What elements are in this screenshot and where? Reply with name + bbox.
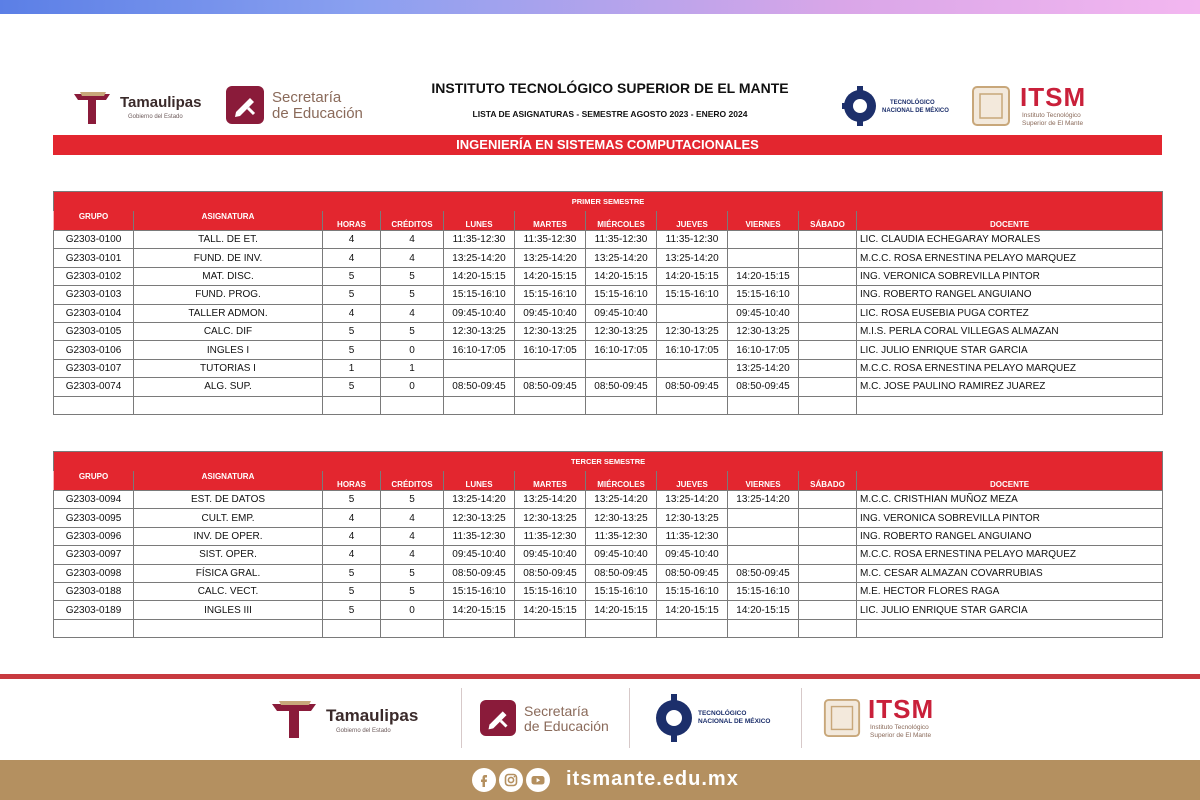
cell-docente: LIC. CLAUDIA ECHEGARAY MORALES [857,231,1163,249]
cell-docente: ING. VERONICA SOBREVILLA PINTOR [857,267,1163,285]
cell-asignatura: INV. DE OPER. [134,527,323,545]
cell-grupo: G2303-0105 [54,322,134,340]
cell-grupo: G2303-0107 [54,359,134,377]
cell-viernes: 14:20-15:15 [728,267,799,285]
cell-miercoles: 09:45-10:40 [586,546,657,564]
cell-docente: ING. VERONICA SOBREVILLA PINTOR [857,509,1163,527]
cell-viernes: 14:20-15:15 [728,601,799,619]
cell-grupo: G2303-0106 [54,341,134,359]
cell-miercoles: 08:50-09:45 [586,378,657,396]
tamaulipas-logo [72,88,212,128]
col-header-lunes: LUNES [444,471,515,491]
footer-itsm-logo [822,694,962,744]
cell-sabado [799,601,857,619]
cell-docente: LIC. JULIO ENRIQUE STAR GARCIA [857,341,1163,359]
cell-grupo: G2303-0094 [54,491,134,509]
cell-martes: 13:25-14:20 [515,249,586,267]
tamaulipas-name: Tamaulipas [326,706,419,725]
table-row [54,546,1163,564]
cell-viernes [728,249,799,267]
tamaulipas-t-icon [72,90,112,126]
cell-asignatura: CULT. EMP. [134,509,323,527]
schedule-table-primer [53,191,1163,415]
cell-jueves [657,304,728,322]
cell-docente: LIC. ROSA EUSEBIA PUGA CORTEZ [857,304,1163,322]
top-gradient-bar [0,0,1200,14]
cell-sabado [799,231,857,249]
table-row [54,564,1163,582]
cell-miercoles: 16:10-17:05 [586,341,657,359]
cell-jueves: 13:25-14:20 [657,491,728,509]
cell-lunes: 15:15-16:10 [444,286,515,304]
cell-grupo: G2303-0098 [54,564,134,582]
footer-divider [0,674,1200,679]
col-header-docente: DOCENTE [857,471,1163,491]
cell-miercoles: 13:25-14:20 [586,491,657,509]
cell-viernes [728,231,799,249]
cell-docente: M.C.C. ROSA ERNESTINA PELAYO MARQUEZ [857,546,1163,564]
cell-grupo: G2303-0096 [54,527,134,545]
cell-horas: 4 [323,231,381,249]
cell-martes: 13:25-14:20 [515,491,586,509]
cell-sabado [799,378,857,396]
cell-grupo: G2303-0097 [54,546,134,564]
cell-martes: 15:15-16:10 [515,286,586,304]
table-row [54,286,1163,304]
cell-martes: 11:35-12:30 [515,231,586,249]
col-header-miercoles: MIÉRCOLES [586,471,657,491]
tamaulipas-sub: Gobierno del Estado [336,728,391,734]
cell-creditos: 4 [381,527,444,545]
cell-asignatura: TUTORIAS I [134,359,323,377]
sep-pencil-icon [480,700,516,736]
cell-grupo: G2303-0102 [54,267,134,285]
cell-creditos: 5 [381,267,444,285]
table-row [54,359,1163,377]
cell-docente: M.C. JOSE PAULINO RAMIREZ JUAREZ [857,378,1163,396]
table-row [54,322,1163,340]
cell-sabado [799,582,857,600]
cell-docente: M.I.S. PERLA CORAL VILLEGAS ALMAZAN [857,322,1163,340]
cell-empty [586,396,657,414]
cell-empty [586,619,657,637]
cell-sabado [799,304,857,322]
footer-separator [801,688,802,748]
cell-martes: 15:15-16:10 [515,582,586,600]
cell-sabado [799,564,857,582]
cell-asignatura: FÍSICA GRAL. [134,564,323,582]
cell-lunes: 09:45-10:40 [444,546,515,564]
cell-horas: 5 [323,564,381,582]
cell-empty [799,396,857,414]
cell-sabado [799,509,857,527]
sep-line1: Secretaría [272,89,342,106]
cell-miercoles: 13:25-14:20 [586,249,657,267]
cell-viernes [728,546,799,564]
table-row [54,582,1163,600]
cell-horas: 5 [323,286,381,304]
tecnm-line2: NACIONAL DE MÉXICO [698,718,771,725]
cell-empty [323,619,381,637]
footer-tecnm-logo [654,690,784,746]
itsm-shield-icon [822,696,862,740]
column-header-row [54,211,1163,231]
cell-lunes: 13:25-14:20 [444,491,515,509]
column-header-row [54,471,1163,491]
cell-jueves: 11:35-12:30 [657,231,728,249]
cell-asignatura: INGLES I [134,341,323,359]
cell-empty [54,396,134,414]
career-title: INGENIERÍA EN SISTEMAS COMPUTACIONALES [53,135,1162,155]
col-header-asignatura: ASIGNATURA [134,471,323,491]
cell-asignatura: MAT. DISC. [134,267,323,285]
tecnm-line1: TECNOLÓGICO [890,100,935,106]
table-row [54,491,1163,509]
table-row [54,231,1163,249]
cell-miercoles: 14:20-15:15 [586,267,657,285]
itsm-acronym: ITSM [868,694,935,724]
cell-viernes: 12:30-13:25 [728,322,799,340]
cell-empty [134,619,323,637]
cell-miercoles: 09:45-10:40 [586,304,657,322]
col-header-creditos: CRÉDITOS [381,211,444,231]
table-row [54,601,1163,619]
cell-martes: 11:35-12:30 [515,527,586,545]
cell-miercoles [586,359,657,377]
cell-creditos: 5 [381,322,444,340]
col-header-viernes: VIERNES [728,471,799,491]
cell-sabado [799,527,857,545]
cell-empty [799,619,857,637]
cell-lunes: 12:30-13:25 [444,322,515,340]
cell-lunes: 08:50-09:45 [444,564,515,582]
cell-creditos: 5 [381,564,444,582]
cell-jueves: 08:50-09:45 [657,378,728,396]
cell-empty [515,619,586,637]
cell-grupo: G2303-0100 [54,231,134,249]
cell-martes: 09:45-10:40 [515,304,586,322]
cell-horas: 5 [323,491,381,509]
cell-creditos: 4 [381,546,444,564]
cell-martes: 12:30-13:25 [515,509,586,527]
cell-creditos: 0 [381,341,444,359]
col-header-sabado: SÁBADO [799,211,857,231]
table-row [54,304,1163,322]
cell-creditos: 5 [381,582,444,600]
cell-viernes: 15:15-16:10 [728,286,799,304]
cell-lunes: 14:20-15:15 [444,601,515,619]
itsm-sub1: Instituto Tecnológico [870,724,929,731]
cell-asignatura: SIST. OPER. [134,546,323,564]
semester-title-row [54,452,1163,471]
cell-sabado [799,267,857,285]
cell-viernes: 08:50-09:45 [728,378,799,396]
cell-empty [381,396,444,414]
col-header-jueves: JUEVES [657,471,728,491]
cell-martes: 08:50-09:45 [515,378,586,396]
cell-docente: M.C. CESAR ALMAZAN COVARRUBIAS [857,564,1163,582]
cell-creditos: 5 [381,286,444,304]
col-header-miercoles: MIÉRCOLES [586,211,657,231]
col-header-docente: DOCENTE [857,211,1163,231]
cell-martes [515,359,586,377]
cell-lunes [444,359,515,377]
cell-asignatura: ALG. SUP. [134,378,323,396]
cell-horas: 4 [323,304,381,322]
cell-empty [657,619,728,637]
cell-horas: 5 [323,322,381,340]
cell-miercoles: 11:35-12:30 [586,231,657,249]
cell-grupo: G2303-0104 [54,304,134,322]
itsm-logo [970,82,1110,132]
cell-jueves: 16:10-17:05 [657,341,728,359]
cell-jueves: 12:30-13:25 [657,322,728,340]
col-header-horas: HORAS [323,471,381,491]
cell-grupo: G2303-0189 [54,601,134,619]
cell-viernes: 08:50-09:45 [728,564,799,582]
cell-asignatura: FUND. DE INV. [134,249,323,267]
cell-sabado [799,322,857,340]
tecnm-line1: TECNOLÓGICO [698,710,747,717]
col-header-asignatura: ASIGNATURA [134,211,323,231]
cell-lunes: 16:10-17:05 [444,341,515,359]
cell-lunes: 15:15-16:10 [444,582,515,600]
cell-creditos: 4 [381,304,444,322]
cell-sabado [799,359,857,377]
cell-creditos: 4 [381,249,444,267]
cell-asignatura: INGLES III [134,601,323,619]
tecnm-gear-icon [842,84,882,128]
cell-horas: 4 [323,249,381,267]
cell-jueves: 15:15-16:10 [657,582,728,600]
cell-asignatura: CALC. VECT. [134,582,323,600]
col-header-sabado: SÁBADO [799,471,857,491]
cell-viernes: 13:25-14:20 [728,491,799,509]
list-subtitle: LISTA DE ASIGNATURAS - SEMESTRE AGOSTO 2023 - ENERO 2024 [472,109,748,119]
col-header-martes: MARTES [515,211,586,231]
cell-grupo: G2303-0188 [54,582,134,600]
itsm-sub2: Superior de El Mante [1022,120,1084,127]
cell-martes: 12:30-13:25 [515,322,586,340]
cell-miercoles: 12:30-13:25 [586,322,657,340]
tecnm-logo [842,84,962,128]
table-row [54,267,1163,285]
cell-creditos: 0 [381,601,444,619]
cell-horas: 5 [323,601,381,619]
cell-viernes [728,527,799,545]
schedule-table-tercer [53,451,1163,638]
semester-title: TERCER SEMESTRE [54,452,1163,471]
cell-miercoles: 14:20-15:15 [586,601,657,619]
cell-asignatura: TALL. DE ET. [134,231,323,249]
cell-empty [857,619,1163,637]
cell-horas: 1 [323,359,381,377]
table-row [54,509,1163,527]
cell-empty [515,396,586,414]
sep-line2: de Educación [272,105,363,122]
cell-empty [728,619,799,637]
cell-docente: M.C.C. ROSA ERNESTINA PELAYO MARQUEZ [857,249,1163,267]
cell-docente: ING. ROBERTO RANGEL ANGUIANO [857,527,1163,545]
tamaulipas-sub: Gobierno del Estado [128,114,183,120]
cell-miercoles: 12:30-13:25 [586,509,657,527]
facebook-icon[interactable] [472,768,496,792]
col-header-martes: MARTES [515,471,586,491]
table-row [54,378,1163,396]
cell-jueves: 14:20-15:15 [657,601,728,619]
cell-jueves: 14:20-15:15 [657,267,728,285]
cell-jueves: 09:45-10:40 [657,546,728,564]
cell-martes: 16:10-17:05 [515,341,586,359]
cell-horas: 5 [323,341,381,359]
col-header-creditos: CRÉDITOS [381,471,444,491]
cell-empty [54,619,134,637]
cell-miercoles: 11:35-12:30 [586,527,657,545]
itsm-sub1: Instituto Tecnológico [1022,112,1081,119]
cell-grupo: G2303-0101 [54,249,134,267]
col-header-grupo: GRUPO [54,211,134,231]
sep-line2: de Educación [524,718,609,734]
empty-row [54,396,1163,414]
cell-miercoles: 15:15-16:10 [586,286,657,304]
footer-separator [629,688,630,748]
table-row [54,341,1163,359]
instagram-icon[interactable] [499,768,523,792]
cell-asignatura: TALLER ADMON. [134,304,323,322]
cell-sabado [799,286,857,304]
cell-horas: 4 [323,546,381,564]
cell-miercoles: 08:50-09:45 [586,564,657,582]
footer-separator [461,688,462,748]
cell-creditos: 0 [381,378,444,396]
cell-horas: 4 [323,509,381,527]
cell-grupo: G2303-0074 [54,378,134,396]
cell-grupo: G2303-0103 [54,286,134,304]
cell-asignatura: CALC. DIF [134,322,323,340]
cell-sabado [799,249,857,267]
cell-jueves: 11:35-12:30 [657,527,728,545]
youtube-icon[interactable] [526,768,550,792]
tamaulipas-name: Tamaulipas [120,94,202,111]
sep-pencil-icon [226,86,264,124]
semester-title: PRIMER SEMESTRE [54,192,1163,211]
cell-viernes: 13:25-14:20 [728,359,799,377]
cell-empty [444,396,515,414]
cell-sabado [799,341,857,359]
cell-lunes: 11:35-12:30 [444,231,515,249]
tamaulipas-t-icon [270,700,318,740]
institute-title: INSTITUTO TECNOLÓGICO SUPERIOR DE EL MANTE [431,80,789,96]
cell-lunes: 09:45-10:40 [444,304,515,322]
cell-lunes: 08:50-09:45 [444,378,515,396]
table-row [54,527,1163,545]
cell-horas: 5 [323,582,381,600]
cell-jueves: 12:30-13:25 [657,509,728,527]
tecnm-gear-icon [654,690,694,746]
cell-lunes: 12:30-13:25 [444,509,515,527]
cell-jueves: 08:50-09:45 [657,564,728,582]
cell-martes: 08:50-09:45 [515,564,586,582]
cell-martes: 09:45-10:40 [515,546,586,564]
cell-martes: 14:20-15:15 [515,267,586,285]
col-header-grupo: GRUPO [54,471,134,491]
col-header-lunes: LUNES [444,211,515,231]
col-header-jueves: JUEVES [657,211,728,231]
cell-viernes [728,509,799,527]
sep-logo [226,86,376,126]
cell-empty [134,396,323,414]
cell-martes: 14:20-15:15 [515,601,586,619]
cell-empty [857,396,1163,414]
cell-grupo: G2303-0095 [54,509,134,527]
cell-docente: M.C.C. ROSA ERNESTINA PELAYO MARQUEZ [857,359,1163,377]
cell-empty [323,396,381,414]
cell-empty [657,396,728,414]
cell-creditos: 5 [381,491,444,509]
cell-lunes: 11:35-12:30 [444,527,515,545]
cell-asignatura: EST. DE DATOS [134,491,323,509]
itsm-sub2: Superior de El Mante [870,732,932,739]
cell-horas: 4 [323,527,381,545]
cell-sabado [799,491,857,509]
cell-viernes: 15:15-16:10 [728,582,799,600]
cell-docente: ING. ROBERTO RANGEL ANGUIANO [857,286,1163,304]
col-header-horas: HORAS [323,211,381,231]
cell-docente: M.E. HECTOR FLORES RAGA [857,582,1163,600]
cell-empty [444,619,515,637]
cell-jueves [657,359,728,377]
cell-jueves: 13:25-14:20 [657,249,728,267]
semester-title-row [54,192,1163,211]
cell-sabado [799,546,857,564]
tecnm-line2: NACIONAL DE MÉXICO [882,108,949,114]
cell-asignatura: FUND. PROG. [134,286,323,304]
cell-miercoles: 15:15-16:10 [586,582,657,600]
empty-row [54,619,1163,637]
cell-empty [728,396,799,414]
cell-viernes: 16:10-17:05 [728,341,799,359]
table-row [54,249,1163,267]
col-header-viernes: VIERNES [728,211,799,231]
itsm-acronym: ITSM [1020,82,1087,112]
cell-creditos: 4 [381,509,444,527]
cell-viernes: 09:45-10:40 [728,304,799,322]
cell-lunes: 13:25-14:20 [444,249,515,267]
footer-tamaulipas-logo [270,700,430,740]
footer-sep-logo [480,700,620,740]
cell-docente: M.C.C. CRISTHIAN MUÑOZ MEZA [857,491,1163,509]
cell-docente: LIC. JULIO ENRIQUE STAR GARCIA [857,601,1163,619]
sep-line1: Secretaría [524,703,589,719]
cell-creditos: 1 [381,359,444,377]
cell-empty [381,619,444,637]
cell-horas: 5 [323,267,381,285]
cell-horas: 5 [323,378,381,396]
itsm-shield-icon [970,84,1012,128]
cell-lunes: 14:20-15:15 [444,267,515,285]
cell-jueves: 15:15-16:10 [657,286,728,304]
cell-creditos: 4 [381,231,444,249]
website-link[interactable]: itsmante.edu.mx [566,768,739,790]
